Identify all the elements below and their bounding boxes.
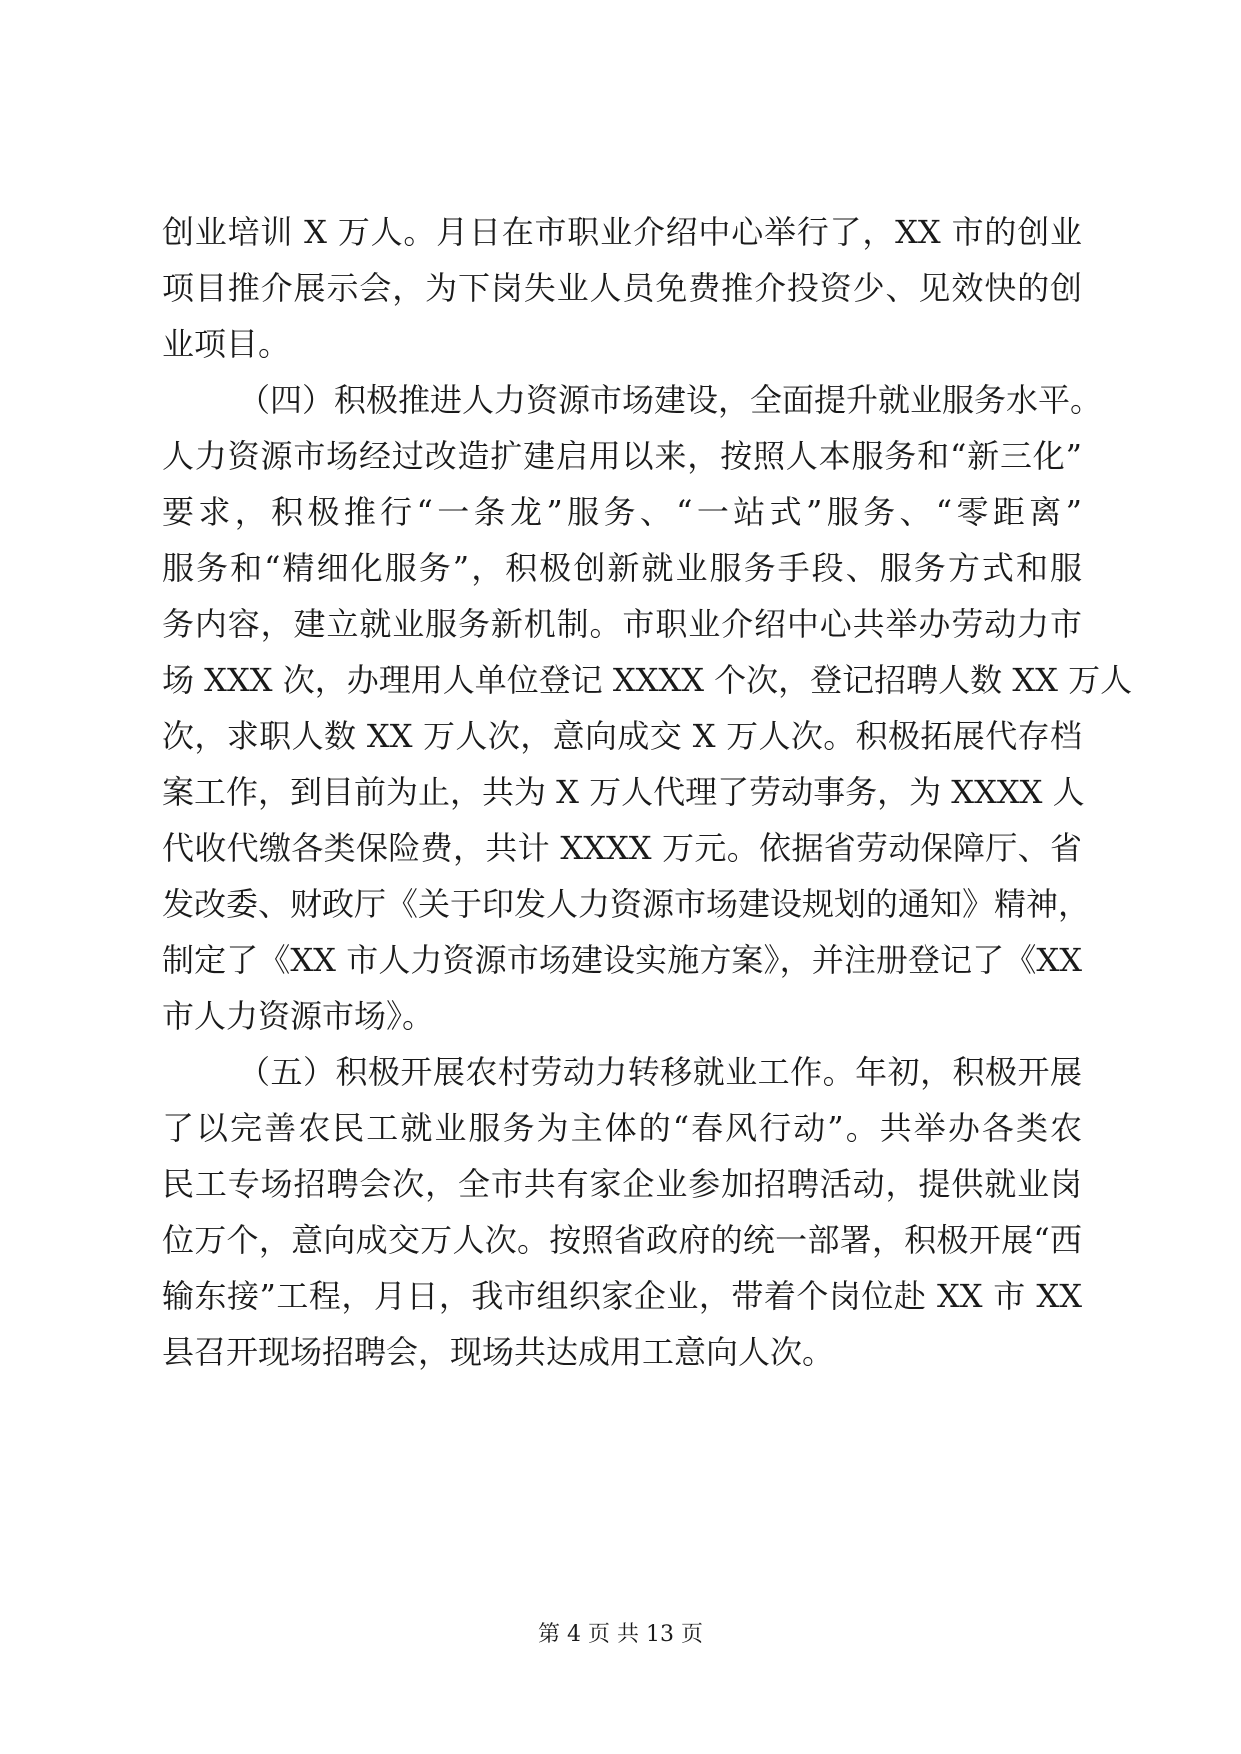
section-heading-line: （四）积极推进人力资源市场建设，全面提升就业服务水平。: [238, 381, 1103, 419]
text-line: 输东接”工程，月日，我市组织家企业，带着个岗位赴 XX 市 XX: [162, 1277, 1082, 1315]
text-line: 民工专场招聘会次，全市共有家企业参加招聘活动，提供就业岗: [162, 1165, 1082, 1203]
text-line: 人力资源市场经过改造扩建启用以来，按照人本服务和“新三化”: [162, 437, 1082, 475]
text-line: 务内容，建立就业服务新机制。市职业介绍中心共举办劳动力市: [162, 605, 1082, 643]
text-line: 了以完善农民工就业服务为主体的“春风行动”。共举办各类农: [162, 1109, 1082, 1147]
text-line: 案工作，到目前为止，共为 X 万人代理了劳动事务，为 XXXX 人: [162, 773, 1085, 811]
text-line: 次，求职人数 XX 万人次，意向成交 X 万人次。积极拓展代存档: [162, 717, 1082, 755]
text-line: 场 XXX 次，办理用人单位登记 XXXX 个次，登记招聘人数 XX 万人: [162, 661, 1133, 699]
text-line: 要求，积极推行“一条龙”服务、“一站式”服务、“零距离”: [162, 493, 1082, 531]
section-heading-line: （五）积极开展农村劳动力转移就业工作。年初，积极开展: [238, 1053, 1082, 1091]
text-line: 业项目。: [162, 325, 291, 363]
text-line: 服务和“精细化服务”，积极创新就业服务手段、服务方式和服: [162, 549, 1082, 587]
text-line: 项目推介展示会，为下岗失业人员免费推介投资少、见效快的创: [162, 269, 1082, 307]
text-line: 县召开现场招聘会，现场共达成用工意向人次。: [162, 1333, 835, 1371]
text-line: 制定了《XX 市人力资源市场建设实施方案》，并注册登记了《XX: [162, 941, 1082, 979]
text-line: 代收代缴各类保险费，共计 XXXX 万元。依据省劳动保障厅、省: [162, 829, 1082, 867]
text-line: 发改委、财政厅《关于印发人力资源市场建设规划的通知》精神，: [162, 885, 1091, 923]
text-line: 创业培训 X 万人。月日在市职业介绍中心举行了，XX 市的创业: [162, 213, 1082, 251]
page-number-footer: 第 4 页 共 13 页: [538, 1622, 703, 1647]
text-line: 位万个，意向成交万人次。按照省政府的统一部署，积极开展“西: [162, 1221, 1082, 1259]
text-line: 市人力资源市场》。: [162, 997, 435, 1035]
